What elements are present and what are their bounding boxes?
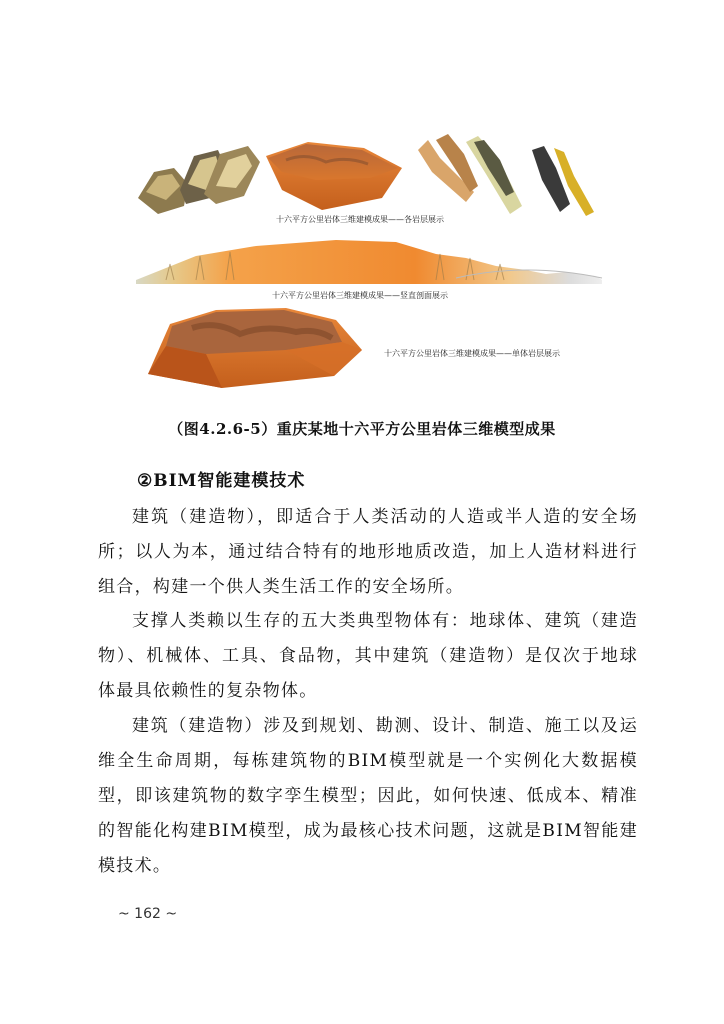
single-layer-block: [148, 308, 362, 388]
figure-label-single: 十六平方公里岩体三维建模成果——单体岩层展示: [384, 349, 560, 358]
page-number: ~ 162 ~: [118, 906, 178, 922]
paragraph-3: 建筑（建造物）涉及到规划、勘测、设计、制造、施工以及运维全生命周期，每栋建筑物的BIM模型就是一个实例化大数据模型，即该建筑物的数字孪生模型；因此，如何快速、低成本、精准的智能化构建BIM模型，成为最核心技术问题，这就是BIM智能建模技术。: [98, 716, 638, 876]
rock-model-figure: [136, 128, 604, 402]
paragraph-2: 支撑人类赖以生存的五大类典型物体有：地球体、建筑（建造物）、机械体、工具、食品物，其中建筑（建造物）是仅次于地球体最具依赖性的复杂物体。: [98, 611, 638, 701]
layer-fragments-left: [138, 146, 260, 214]
rock-model-illustration: [136, 128, 604, 402]
layer-block-orange: [266, 142, 402, 210]
layer-fragments-right: [418, 134, 594, 216]
figure-label-section: 十六平方公里岩体三维建模成果——竖直剖面展示: [272, 291, 448, 300]
section-band: [136, 240, 602, 284]
figure-caption: （图4.2.6-5）重庆某地十六平方公里岩体三维模型成果: [168, 420, 556, 438]
paragraph-1: 建筑（建造物），即适合于人类活动的人造或半人造的安全场所；以人为本，通过结合特有的地形地质改造，加上人造材料进行组合，构建一个供人类生活工作的安全场所。: [98, 507, 638, 597]
figure-label-layers: 十六平方公里岩体三维建模成果——各岩层展示: [276, 215, 444, 224]
section-heading: ②BIM智能建模技术: [137, 471, 306, 491]
